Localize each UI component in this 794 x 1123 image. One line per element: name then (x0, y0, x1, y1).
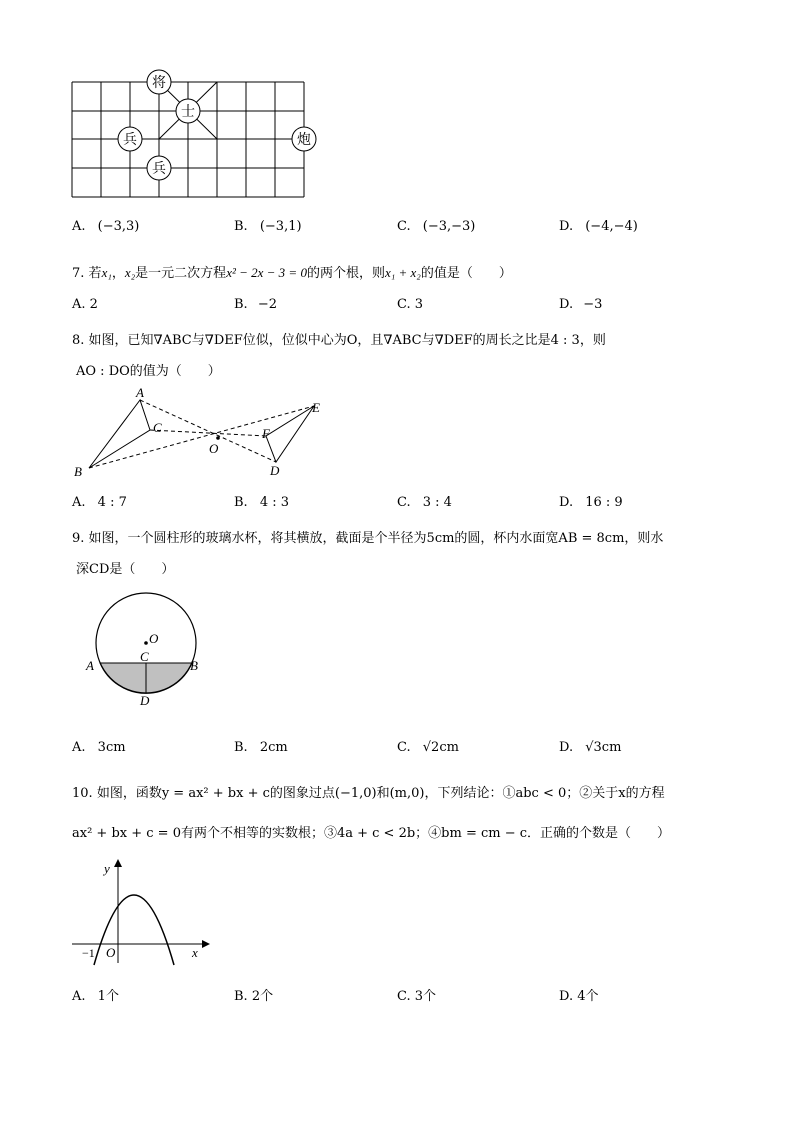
chess-piece-bing-bottom (147, 156, 171, 180)
q7-option-b[interactable] (234, 297, 277, 312)
option-letter: C. (397, 740, 411, 755)
label-c: C (153, 420, 162, 435)
option-letter: A. (72, 219, 86, 234)
label-d: D (270, 463, 280, 478)
q9-option-c[interactable] (397, 740, 459, 755)
triangle-abc (89, 400, 150, 468)
label-o: O (149, 631, 159, 646)
option-text: −3 (583, 297, 603, 312)
q10-parabola-figure (70, 855, 215, 970)
jiang-label: 将 (152, 75, 166, 91)
label-o: O (209, 441, 219, 456)
option-text: 16 : 9 (585, 495, 623, 510)
option-text: 4 : 7 (97, 495, 127, 510)
q7-text-3: 的两个根，则 (306, 266, 385, 281)
option-text: 1个 (97, 989, 119, 1004)
option-letter: D. (559, 219, 574, 234)
option-letter: D. (559, 495, 574, 510)
chess-piece-pao (292, 127, 316, 151)
q7-option-c[interactable] (397, 297, 423, 312)
dashed-line-be (89, 406, 314, 468)
q9-option-b[interactable] (234, 740, 288, 755)
option-text: (−3,3) (97, 219, 140, 234)
q7-stem (72, 262, 512, 281)
option-letter: C. (397, 219, 411, 234)
label-c: C (140, 649, 149, 664)
q10-option-d[interactable] (559, 985, 599, 1004)
q6-option-b[interactable] (234, 219, 302, 234)
option-text: 2个 (251, 989, 274, 1004)
label-a: A (86, 658, 94, 673)
q10-stem-line2 (72, 822, 670, 841)
option-text: (−3,−3) (422, 219, 476, 234)
chess-piece-shi (176, 99, 200, 123)
option-letter: A. (72, 989, 86, 1004)
q8-line2: AO : DO的值为（ ） (76, 364, 221, 379)
q10-option-b[interactable] (234, 985, 273, 1004)
q8-option-c[interactable] (397, 495, 452, 510)
option-letter: C. (397, 495, 411, 510)
q7-x1: x₁ (101, 265, 112, 280)
label-b: B (190, 658, 198, 673)
chess-piece-bing-left (118, 127, 142, 151)
bing-bottom-label: 兵 (152, 161, 166, 177)
q6-chess-board-figure (60, 62, 330, 202)
option-text: 2 (89, 297, 98, 312)
pao-label: 炮 (297, 132, 311, 148)
label-d: D (140, 693, 150, 708)
option-text: 2cm (259, 740, 288, 755)
dashed-line-cf (150, 430, 266, 436)
q7-option-d[interactable] (559, 297, 602, 312)
option-text: √3cm (585, 740, 622, 755)
q8-option-b[interactable] (234, 495, 289, 510)
q7-sep: ， (111, 266, 125, 281)
option-letter: B. (234, 740, 248, 755)
option-text: 4个 (577, 989, 599, 1004)
option-letter: C. (397, 989, 411, 1004)
q9-number: 9. (72, 531, 85, 546)
label-b: B (74, 464, 82, 479)
q10-stem-line1 (72, 782, 665, 801)
option-letter: D. (559, 740, 574, 755)
q8-line1: 如图，已知∇ABC与∇DEF位似，位似中心为O，且∇ABC与∇DEF的周长之比是4 : 3，则 (88, 333, 606, 348)
q10-line1: 如图，函数y = ax² + bx + c的图象过点(−1,0)和(m,0)，下列结论：①abc < 0；②关于x的方程 (96, 786, 665, 801)
q6-option-c[interactable] (397, 219, 475, 234)
option-letter: A. (72, 495, 86, 510)
q7-sum: x₁ + x₂ (384, 265, 421, 280)
bing-left-label: 兵 (123, 132, 137, 148)
q9-option-d[interactable] (559, 740, 621, 755)
q10-option-a[interactable] (72, 985, 119, 1004)
q6-option-a[interactable] (72, 219, 139, 234)
q7-text-1: 若 (88, 266, 102, 281)
option-text: −2 (257, 297, 277, 312)
q7-option-a[interactable] (72, 297, 98, 312)
label-f: F (262, 426, 270, 441)
q7-text-2: 是一元二次方程 (135, 266, 227, 281)
label-y: y (104, 861, 110, 876)
label-a: A (136, 386, 144, 400)
q8-stem-line2 (76, 360, 221, 379)
y-axis-arrow (114, 859, 122, 867)
q8-number: 8. (72, 333, 85, 348)
chess-piece-jiang (147, 70, 171, 94)
option-text: (−3,1) (259, 219, 302, 234)
q7-number: 7. (72, 266, 85, 281)
option-text: √2cm (422, 740, 459, 755)
option-text: 3个 (414, 989, 437, 1004)
q9-option-a[interactable] (72, 740, 126, 755)
option-text: 3 (414, 297, 424, 312)
label-e: E (312, 400, 320, 415)
q8-option-d[interactable] (559, 495, 623, 510)
center-point-o (216, 436, 220, 440)
q9-cup-cross-section-figure (80, 575, 210, 710)
q10-line2: ax² + bx + c = 0有两个不相等的实数根；③4a + c < 2b；④bm = cm − c．正确的个数是（ ） (72, 826, 671, 841)
option-letter: B. (234, 495, 248, 510)
q10-option-c[interactable] (397, 985, 436, 1004)
q6-option-d[interactable] (559, 219, 638, 234)
option-letter: C. (397, 297, 411, 312)
option-text: 4 : 3 (259, 495, 290, 510)
option-text: 3cm (97, 740, 126, 755)
q9-line1: 如图，一个圆柱形的玻璃水杯，将其横放，截面是个半径为5cm的圆，杯内水面宽AB = 8cm，则水 (88, 531, 664, 546)
option-letter: B. (234, 989, 248, 1004)
q7-text-4: 的值是（ ） (420, 266, 512, 281)
label-x: x (192, 945, 198, 960)
option-text: 3 : 4 (422, 495, 452, 510)
option-text: (−4,−4) (585, 219, 638, 234)
option-letter: B. (234, 219, 248, 234)
x-axis-arrow (202, 940, 210, 948)
q8-homothety-figure (66, 386, 336, 480)
q8-option-a[interactable] (72, 495, 127, 510)
label-neg1: −1 (82, 946, 95, 960)
shi-label: 士 (181, 104, 195, 120)
q9-stem-line1 (72, 527, 663, 546)
center-o (144, 641, 148, 645)
triangle-def (266, 406, 314, 462)
label-origin: O (106, 945, 116, 960)
option-letter: A. (72, 740, 86, 755)
option-letter: D. (559, 989, 574, 1004)
q8-stem-line1 (72, 329, 606, 348)
option-letter: B. (234, 297, 248, 312)
q7-x2: x₂ (124, 265, 136, 280)
option-letter: A. (72, 297, 86, 312)
q7-equation: x² − 2x − 3 = 0 (226, 265, 307, 280)
q10-number: 10. (72, 786, 93, 801)
q9-line2: 深CD是（ ） (76, 562, 175, 577)
option-letter: D. (559, 297, 574, 312)
